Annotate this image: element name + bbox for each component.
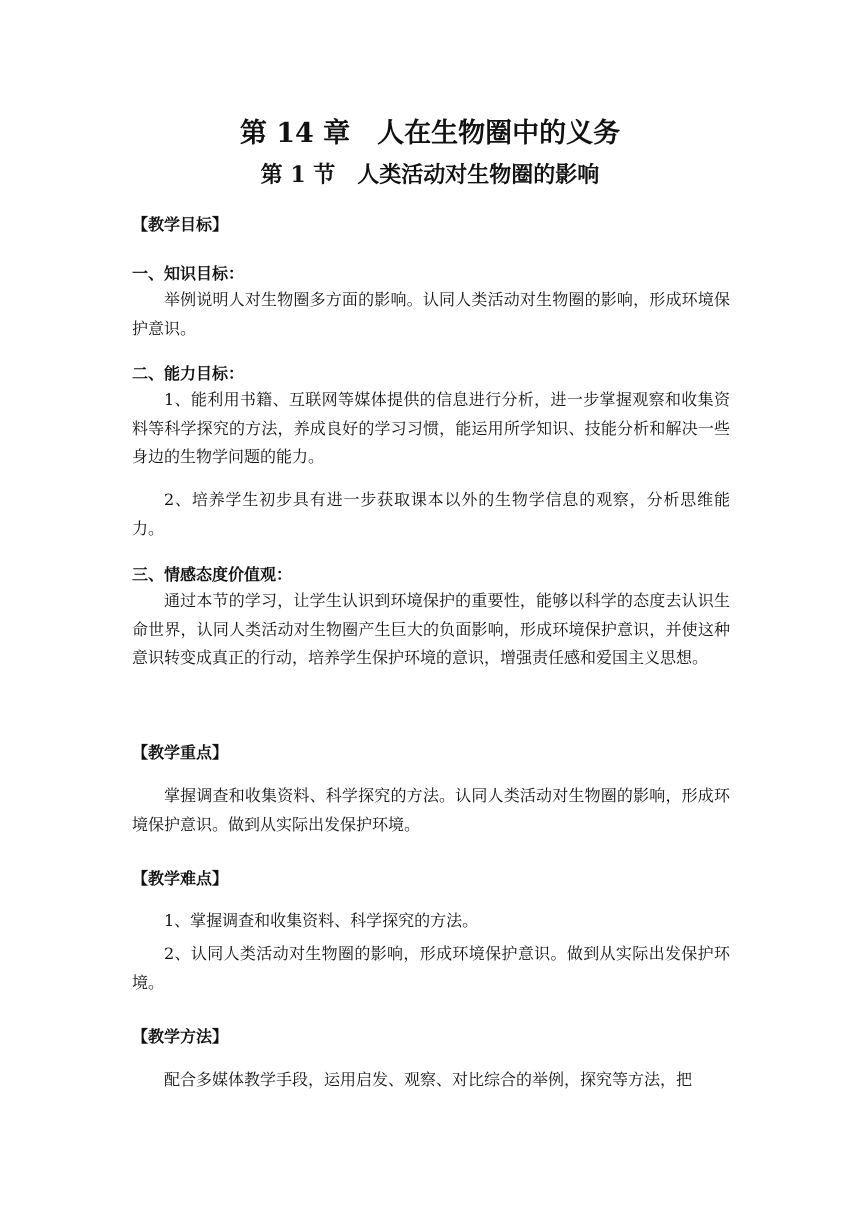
ability-goals-heading: 二、能力目标：	[132, 364, 245, 383]
teaching-method-text: 配合多媒体教学手段，运用启发、观察、对比综合的举例，探究等方法，把	[164, 1070, 693, 1089]
ability-goal-2: 2、培养学生初步具有进一步获取课本以外的生物学信息的观察，分析思维能力。	[132, 490, 730, 538]
teaching-key-text: 掌握调查和收集资料、科学探究的方法。认同人类活动对生物圈的影响，形成环境保护意识。做到从实际出发保护环境。	[132, 786, 730, 834]
emotion-goals-text: 通过本节的学习，让学生认识到环境保护的重要性，能够以科学的态度去认识生命世界，认同人类活动对生物圈产生巨大的负面影响，形成环境保护意识，并使这种意识转变成真正的行动，培养学生保护环境的意识，增强责任感和爱国主义思想。	[132, 591, 730, 667]
chapter-title: 第 14 章 人在生物圈中的义务	[239, 118, 621, 149]
emotion-goals-heading: 三、情感态度价值观：	[132, 565, 293, 584]
section-title: 第 1 节 人类活动对生物圈的影响	[260, 162, 600, 188]
ability-goal-1: 1、能利用书籍、互联网等媒体提供的信息进行分析，进一步掌握观察和收集资料等科学探究的方法，养成良好的学习习惯，能运用所学知识、技能分析和解决一些身边的生物学问题的能力。	[132, 390, 730, 466]
knowledge-goals-heading: 一、知识目标：	[132, 264, 245, 283]
knowledge-goals-text: 举例说明人对生物圈多方面的影响。认同人类活动对生物圈的影响，形成环境保护意识。	[132, 290, 730, 338]
teaching-key-heading: 【教学重点】	[132, 743, 229, 762]
teaching-method-heading: 【教学方法】	[132, 1027, 229, 1046]
teaching-difficulty-2: 2、认同人类活动对生物圈的影响，形成环境保护意识。做到从实际出发保护环境。	[132, 944, 730, 992]
teaching-difficulty-heading: 【教学难点】	[132, 869, 229, 888]
teaching-goals-heading: 【教学目标】	[132, 215, 229, 234]
teaching-difficulty-1: 1、掌握调查和收集资料、科学探究的方法。	[164, 911, 479, 930]
